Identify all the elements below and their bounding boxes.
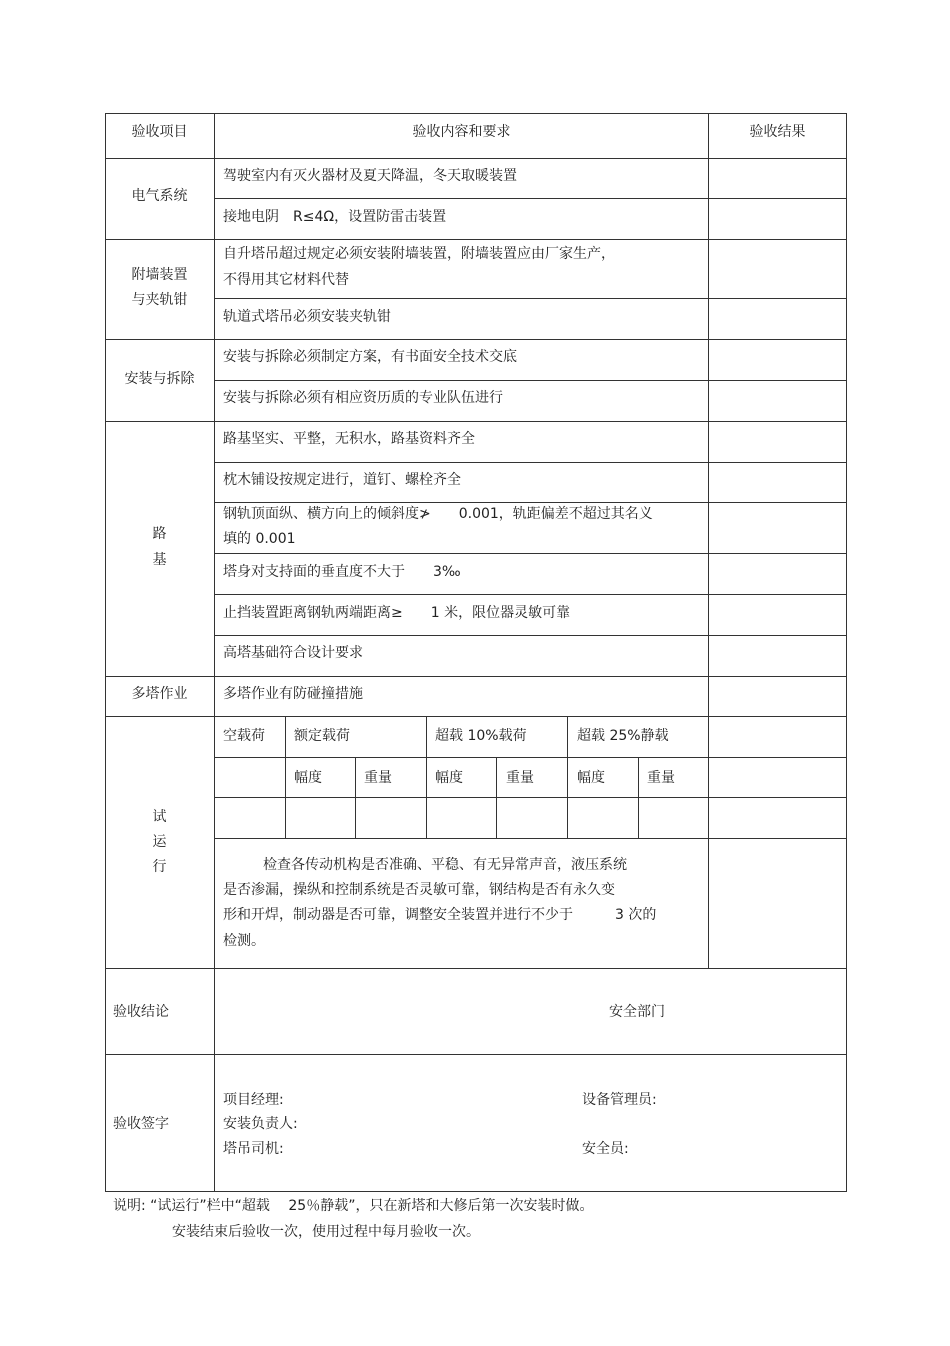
multi-label: 多塔作业 (131, 686, 188, 702)
rule-line (846, 113, 847, 1192)
trial-desc-line-2: 是否渗漏，操纵和控制系统是否灵敏可靠，钢结构是否有永久变 (223, 882, 615, 898)
trial-overload-10: 超载 10%载荷 (435, 728, 527, 744)
rule-line (426, 716, 427, 838)
rated-weight: 重量 (364, 770, 392, 786)
roadbed-row-6: 高塔基础符合设计要求 (223, 645, 363, 661)
rule-line (355, 757, 356, 838)
wall-label-line-2: 与夹轨钳 (131, 292, 188, 308)
rule-line (105, 676, 847, 677)
sign-label: 验收签字 (113, 1116, 169, 1132)
roadbed-row-5: 止挡装置距离钢轨两端距离≥ 1 米，限位器灵敏可靠 (223, 605, 571, 621)
trial-overload-25: 超载 25%静载 (577, 728, 669, 744)
wall-label-line-1: 附墙装置 (131, 267, 188, 283)
multi-row-1: 多塔作业有防碰撞措施 (223, 686, 363, 702)
install-label: 安装与拆除 (124, 371, 195, 387)
electrical-row-2: 接地电阴 R≤4Ω，设置防雷击装置 (223, 209, 447, 225)
rule-line (215, 298, 847, 299)
rule-line (215, 502, 847, 503)
roadbed-row-3-line-1: 钢轨顶面纵、横方向上的倾斜度≯ 0.001，轨距偏差不超过其名义 (223, 506, 653, 522)
rule-line (215, 462, 847, 463)
wall-row-2: 轨道式塔吊必须安装夹轨钳 (223, 309, 391, 325)
over10-amplitude: 幅度 (435, 770, 463, 786)
conclusion-label: 验收结论 (113, 1004, 169, 1020)
trial-label-line-3: 行 (152, 859, 167, 875)
rule-line (638, 757, 639, 838)
rule-line (496, 757, 497, 838)
rule-line (215, 838, 847, 839)
rule-line (215, 553, 847, 554)
rule-line (285, 716, 286, 838)
trial-no-load: 空载荷 (223, 728, 265, 744)
rule-line (105, 1054, 847, 1055)
header-content: 验收内容和要求 (412, 124, 511, 140)
rule-line (215, 757, 847, 758)
over25-amplitude: 幅度 (577, 770, 605, 786)
roadbed-row-2: 枕木铺设按规定进行，道钉、螺栓齐全 (223, 472, 461, 488)
wall-row-1-line-2: 不得用其它材料代替 (223, 272, 349, 288)
rule-line (215, 635, 847, 636)
rule-line (105, 113, 847, 114)
header-item: 验收项目 (131, 124, 188, 140)
rule-line (105, 158, 847, 159)
rule-line (708, 113, 709, 969)
rule-line (215, 380, 847, 381)
roadbed-label-line-1: 路 (152, 526, 167, 542)
rated-amplitude: 幅度 (294, 770, 322, 786)
electrical-label: 电气系统 (131, 188, 188, 204)
rule-line (105, 968, 847, 969)
rule-line (105, 1191, 847, 1192)
install-row-2: 安装与拆除必须有相应资历质的专业队伍进行 (223, 390, 503, 406)
rule-line (214, 113, 215, 1192)
sign-safety-officer: 安全员: (582, 1141, 629, 1157)
sign-installer: 安装负责人: (223, 1116, 298, 1132)
note-line-2: 安装结束后验收一次，使用过程中每月验收一次。 (172, 1224, 480, 1240)
note-line-1: 说明: “试运行”栏中“超载 25％静载”，只在新塔和大修后第一次安装时做。 (113, 1198, 594, 1214)
trial-label-line-1: 试 (152, 809, 167, 825)
over25-weight: 重量 (647, 770, 675, 786)
header-result: 验收结果 (749, 124, 806, 140)
install-row-1: 安装与拆除必须制定方案，有书面安全技术交底 (223, 349, 517, 365)
rule-line (105, 716, 847, 717)
trial-desc-line-4: 检测。 (223, 933, 265, 949)
trial-rated-load: 额定载荷 (294, 728, 350, 744)
roadbed-row-1: 路基坚实、平整，无积水，路基资料齐全 (223, 431, 475, 447)
wall-row-1-line-1: 自升塔吊超过规定必须安装附墙装置，附墙装置应由厂家生产， (223, 246, 615, 262)
sign-equipment-manager: 设备管理员: (582, 1092, 657, 1108)
rule-line (215, 198, 847, 199)
trial-label-line-2: 运 (152, 834, 167, 850)
rule-line (567, 716, 568, 838)
trial-desc-line-3: 形和开焊，制动器是否可靠，调整安全装置并进行不少于 3 次的 (223, 907, 657, 923)
rule-line (215, 797, 847, 798)
rule-line (105, 339, 847, 340)
rule-line (105, 421, 847, 422)
roadbed-row-3-line-2: 填的 0.001 (223, 531, 296, 547)
over10-weight: 重量 (506, 770, 534, 786)
sign-driver: 塔吊司机: (223, 1141, 284, 1157)
conclusion-dept: 安全部门 (609, 1004, 665, 1020)
trial-desc-line-1: 检查各传动机构是否准确、平稳、有无异常声音，液压系统 (263, 857, 627, 873)
rule-line (105, 239, 847, 240)
rule-line (215, 594, 847, 595)
roadbed-label-line-2: 基 (152, 552, 167, 568)
electrical-row-1: 驾驶室内有灭火器材及夏天降温，冬天取暖装置 (223, 168, 517, 184)
roadbed-row-4: 塔身对支持面的垂直度不大于 3‰ (223, 564, 461, 580)
sign-project-manager: 项目经理: (223, 1092, 284, 1108)
